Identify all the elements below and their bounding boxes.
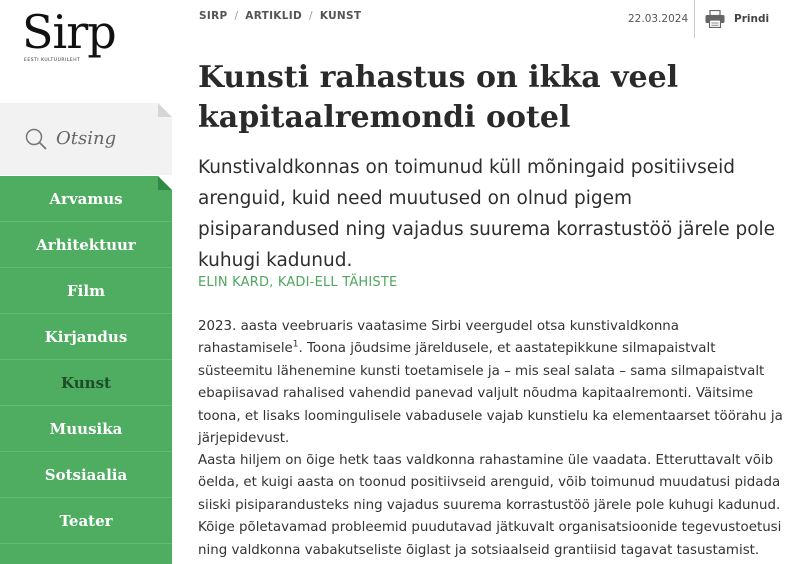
logo-tagline: EESTI KULTUURILEHT (24, 58, 81, 63)
nav-item-film[interactable]: Film (0, 268, 172, 314)
sidebar-nav (0, 176, 172, 564)
search-icon (24, 127, 48, 151)
print-label: Prindi (734, 13, 770, 25)
corner-fold (158, 176, 172, 190)
printer-icon (705, 10, 725, 28)
nav-item-arhitektuur[interactable]: Arhitektuur (0, 222, 172, 268)
breadcrumb-item-sirp[interactable]: SIRP (199, 10, 228, 22)
nav-item-kirjandus[interactable]: Kirjandus (0, 314, 172, 360)
nav-item-sotsiaalia[interactable]: Sotsiaalia (0, 452, 172, 498)
article-lead: Kunstivaldkonnas on toimunud küll mõningaid positiivseid arenguid, kuid need muutused on olnud pigem pisiparandused ning vajadus suurema korrastustöö järele pole kuhugi kadunud. (198, 157, 776, 271)
footnote-ref[interactable]: 1 (292, 339, 299, 350)
publish-date: 22.03.2024 (628, 13, 689, 25)
nav-item-kunst[interactable]: Kunst (0, 360, 172, 406)
search-label: Otsing (56, 128, 117, 149)
article-paragraph (198, 316, 786, 450)
breadcrumb-item-artiklid[interactable]: ARTIKLID (245, 10, 302, 22)
article-title: Kunsti rahastus on ikka veel kapitaalremondi ootel (198, 60, 679, 135)
nav-item-arvamus[interactable]: Arvamus (0, 176, 172, 222)
breadcrumb-separator: / (308, 10, 313, 22)
breadcrumb (199, 10, 361, 22)
header-divider (694, 0, 695, 38)
paragraph-text: 2023. aasta veebruaris vaatasime Sirbi veergudel otsa kunstivaldkonna rahastamisele (198, 319, 679, 357)
print-button[interactable] (705, 10, 769, 28)
logo-wordmark: Sirp (22, 5, 116, 59)
corner-fold (158, 103, 172, 117)
paragraph-text: . Toona jõudsime järeldusele, et aastatepikkune silmapaistvalt süsteemitu lähenemine kunsti toetamisele ja – mis seal salata – sama silmapaistvalt ebapiisavad rahalised vahendid panevad valjult nõudma kapitaalremonti. Väitsime toona, et lisaks loomingulisele vabadusele vajab kunstielu ka elementaarset töörahu ja järjepidevust. (198, 341, 783, 447)
breadcrumb-item-kunst[interactable]: KUNST (319, 10, 362, 22)
nav-item-muusika[interactable]: Muusika (0, 406, 172, 452)
article-paragraph: Aasta hiljem on õige hetk taas valdkonna rahastamine üle vaadata. Etteruttavalt võib öelda, et kuigi aasta on toonud positiivseid arenguid, võib toimunud muudatusi pidada siiski pisiparandusteks ning vajadus suurema korrastustöö järele pole kuhugi kadunud. Kõige põletavamad probleemid puudutavad jätkuvalt organisatsioonide tegevustoetusi ning valdkonna vabakutseliste õiglast ja sotsiaalseid grantiisid tagavat tasustamist. (198, 453, 782, 558)
nav-item-teater[interactable]: Teater (0, 498, 172, 544)
site-logo[interactable] (22, 5, 122, 63)
breadcrumb-separator: / (234, 10, 239, 22)
search-button[interactable] (0, 103, 172, 175)
article-authors[interactable]: ELIN KARD, KADI-ELL TÄHISTE (198, 275, 398, 290)
